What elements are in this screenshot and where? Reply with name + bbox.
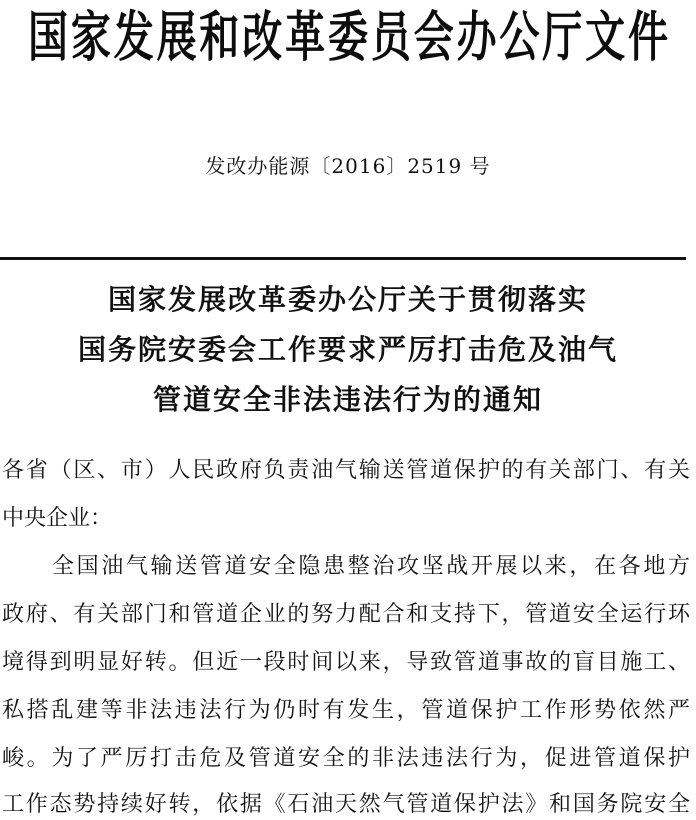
document-number: 发改办能源〔2016〕2519 号: [205, 154, 491, 178]
body-line: 境得到明显好转。但近一段时间以来，导致管道事故的盲目施工、: [2, 650, 690, 675]
body-line: 私搭乱建等非法违法行为仍时有发生，管道保护工作形势依然严: [2, 698, 690, 723]
notice-title-line-3: 管道安全非法违法行为的通知: [152, 383, 543, 416]
body-line: 政府、有关部门和管道企业的努力配合和支持下，管道安全运行环: [2, 602, 690, 627]
issuer-header-title: 国家发展和改革委员会办公厅文件: [28, 6, 668, 69]
body-line: 峻。为了严厉打击危及管道安全的非法违法行为，促进管道保护: [2, 746, 690, 771]
notice-title-line-2: 国务院安委会工作要求严厉打击危及油气: [77, 333, 618, 366]
body-line: 各省（区、市）人民政府负责油气输送管道保护的有关部门、有关: [2, 458, 690, 483]
body-line: 全国油气输送管道安全隐患整治攻坚战开展以来，在各地方: [52, 554, 690, 579]
body-line: 中央企业：: [2, 506, 113, 531]
header-divider: [0, 257, 686, 260]
notice-title-line-1: 国家发展改革委办公厅关于贯彻落实: [107, 283, 588, 316]
body-line: 工作态势持续好转，依据《石油天然气管道保护法》和国务院安全: [2, 792, 690, 817]
